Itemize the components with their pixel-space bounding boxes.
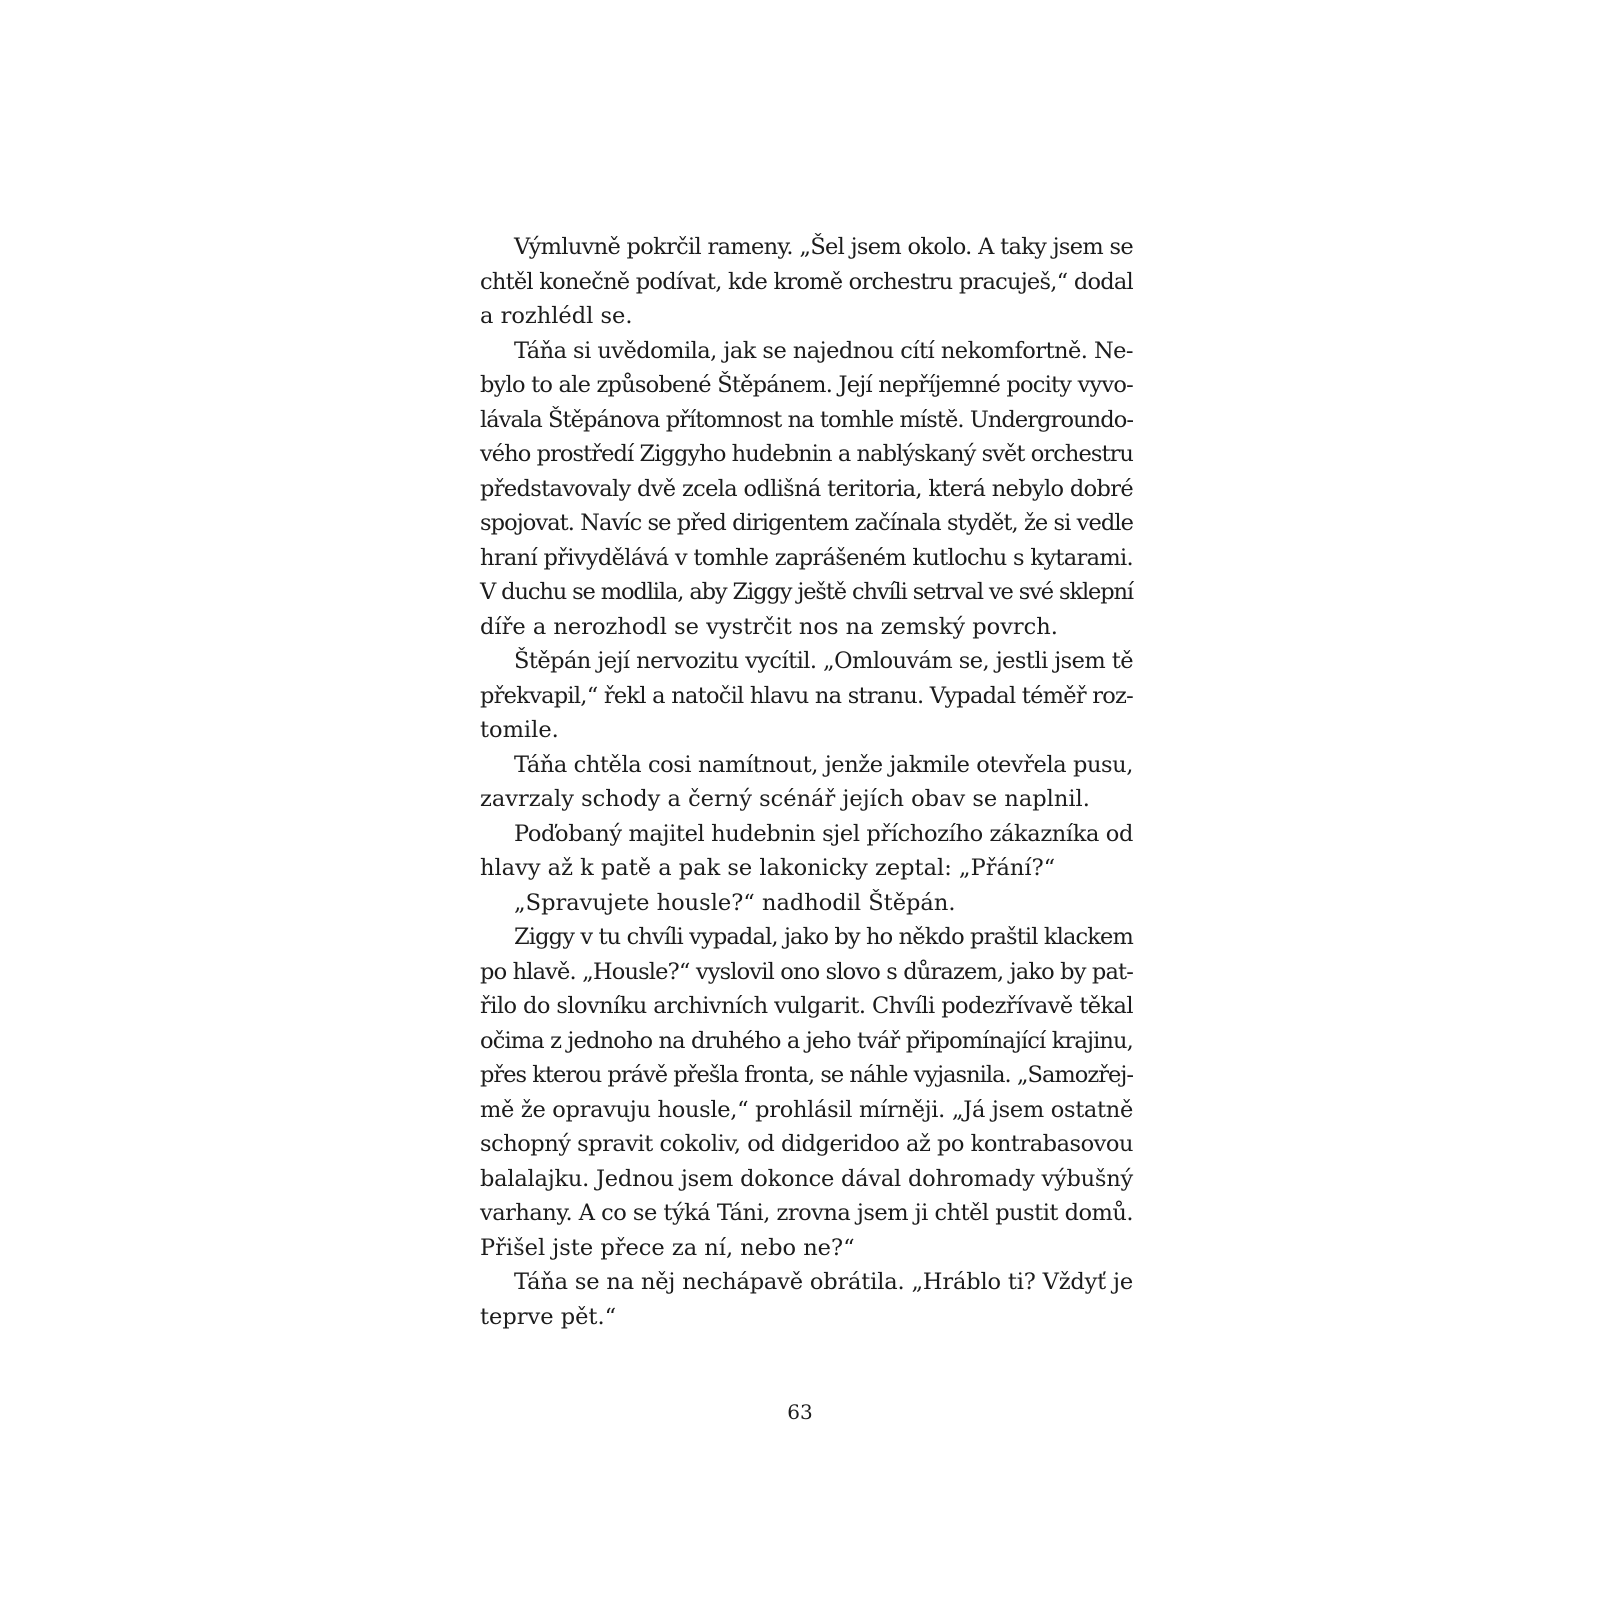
text-line: hraní přivydělává v tomhle zaprášeném kutlochu s kytarami.	[480, 544, 1133, 571]
text-line: Štěpán její nervozitu vycítil. „Omlouvám se, jestli jsem tě	[514, 648, 1133, 674]
text-line: vého prostředí Ziggyho hudebnin a nablýskaný svět orchestru	[480, 441, 1134, 467]
text-line: bylo to ale způsobené Štěpánem. Její nepříjemné pocity vyvo-	[480, 372, 1133, 398]
text-line: představovaly dvě zcela odlišná teritoria, která nebylo dobré	[480, 475, 1133, 502]
text-line: teprve pět.“	[480, 1303, 617, 1330]
text-line: Táňa chtěla cosi namítnout, jenže jakmile otevřela pusu,	[514, 751, 1133, 778]
text-line: Poďobaný majitel hudebnin sjel příchozího zákazníka od	[514, 820, 1133, 847]
text-line: lávala Štěpánova přítomnost na tomhle místě. Undergroundo-	[480, 406, 1133, 433]
text-line: díře a nerozhodl se vystrčit nos na zemský povrch.	[480, 613, 1058, 640]
text-line: řilo do slovníku archivních vulgarit. Chvíli podezřívavě těkal	[480, 993, 1133, 1019]
text-line: zavrzaly schody a černý scénář jejích obav se naplnil.	[480, 786, 1090, 812]
text-line: balalajku. Jednou jsem dokonce dával dohromady výbušný	[480, 1165, 1133, 1192]
text-line: překvapil,“ řekl a natočil hlavu na stranu. Vypadal téměř roz-	[480, 682, 1133, 709]
text-line: očima z jednoho na druhého a jeho tvář připomínající krajinu,	[480, 1027, 1133, 1054]
text-line: Výmluvně pokrčil rameny. „Šel jsem okolo. A taky jsem se	[514, 234, 1133, 260]
text-line: spojovat. Navíc se před dirigentem začínala stydět, že si vedle	[480, 510, 1133, 536]
body-text	[480, 230, 1133, 1334]
text-line: Táňa se na něj nechápavě obrátila. „Hráblo ti? Vždyť je	[514, 1269, 1133, 1295]
text-line: přes kterou právě přešla fronta, se náhle vyjasnila. „Samozřej-	[480, 1062, 1133, 1088]
text-line: Přišel jste přece za ní, nebo ne?“	[480, 1234, 855, 1261]
text-line: schopný spravit cokoliv, od didgeridoo až po kontrabasovou	[480, 1131, 1133, 1157]
text-line: chtěl konečně podívat, kde kromě orchestru pracuješ,“ dodal	[480, 268, 1133, 295]
text-line: Táňa si uvědomila, jak se najednou cítí nekomfortně. Ne-	[514, 337, 1133, 364]
text-line: tomile.	[480, 717, 559, 743]
text-line: po hlavě. „Housle?“ vyslovil ono slovo s důrazem, jako by pat-	[480, 958, 1133, 985]
text-line: varhany. A co se týká Táni, zrovna jsem ji chtěl pustit domů.	[480, 1200, 1133, 1226]
text-line: hlavy až k patě a pak se lakonicky zeptal: „Přání?“	[480, 855, 1056, 881]
text-line: Ziggy v tu chvíli vypadal, jako by ho někdo praštil klackem	[514, 924, 1133, 950]
text-line: V duchu se modlila, aby Ziggy ještě chvíli setrval ve své sklepní	[480, 579, 1133, 605]
text-line: a rozhlédl se.	[480, 303, 633, 329]
text-line: „Spravujete housle?“ nadhodil Štěpán.	[514, 889, 956, 916]
text-line: mě že opravuju housle,“ prohlásil mírněji. „Já jsem ostatně	[480, 1096, 1133, 1123]
page-number: 63	[787, 1400, 813, 1424]
